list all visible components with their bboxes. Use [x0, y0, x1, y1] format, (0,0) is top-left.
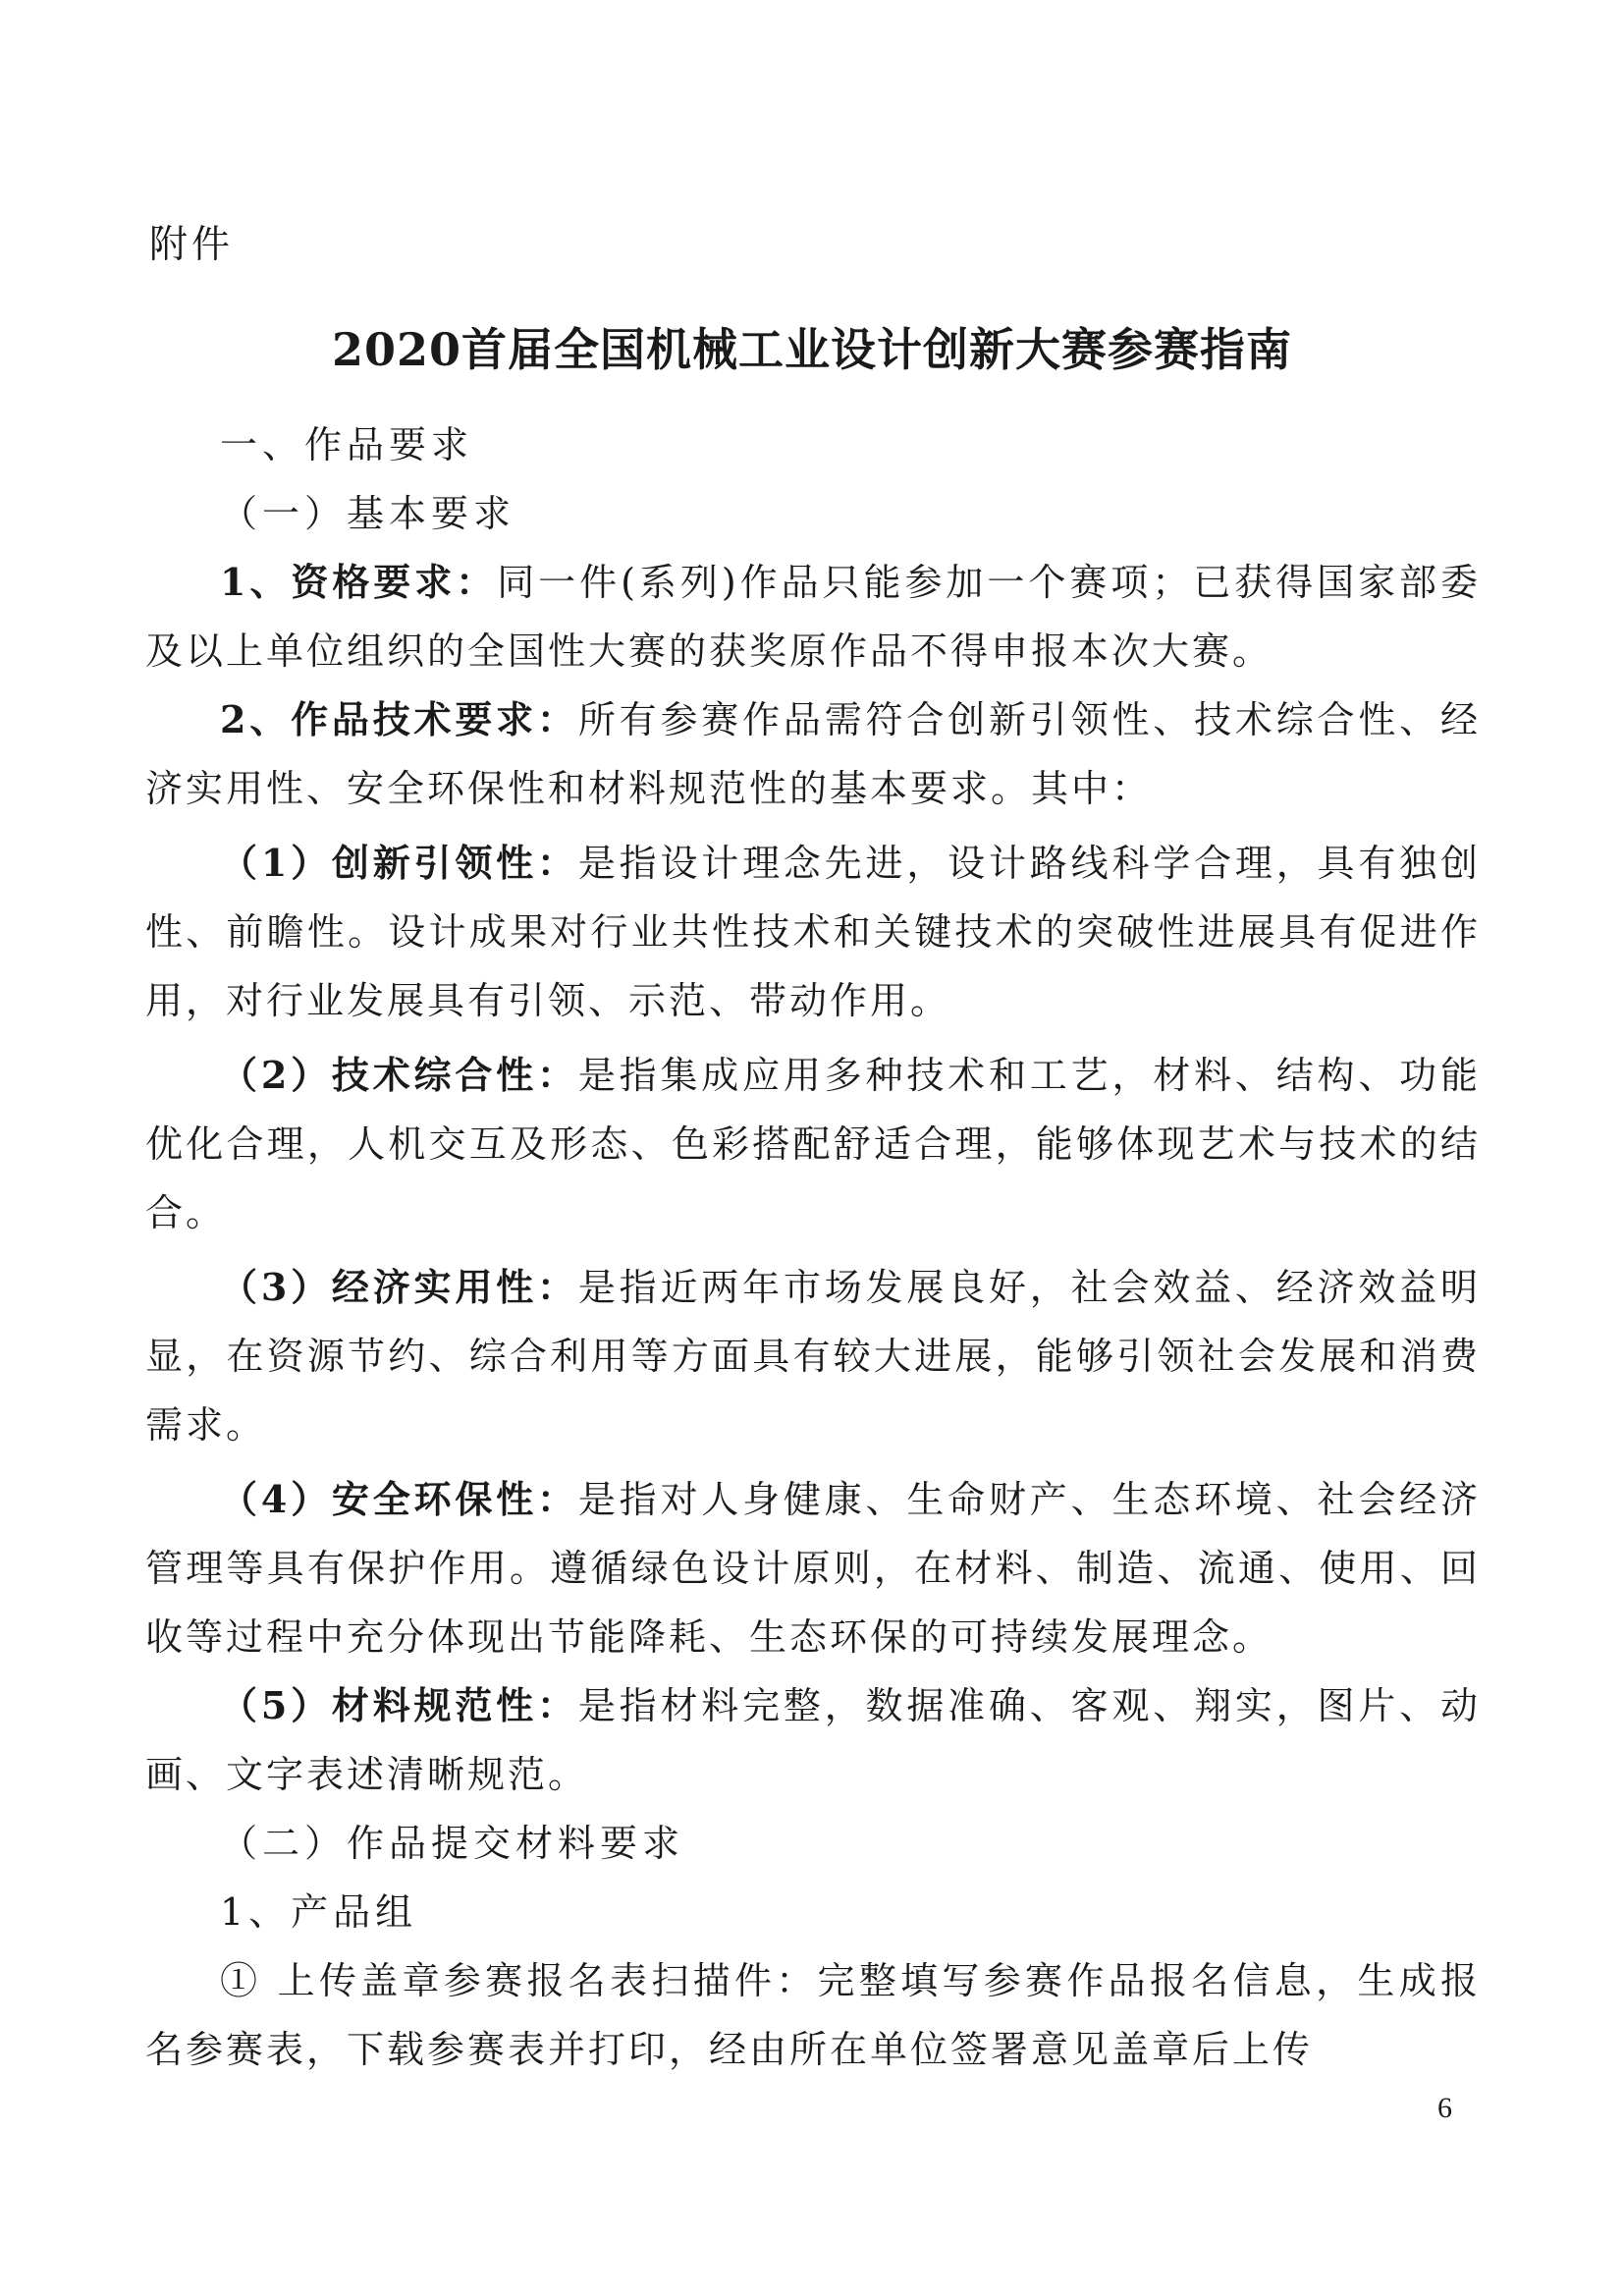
criterion-text: 是指对人身健康、生命财产、生态环境、社会经济管理等具有保护作用。遵循绿色设计原则，在材料、制造、流通、使用、回收等过程中充分体现出节能降耗、生态环保的可持续发展理念。 [145, 1478, 1481, 1659]
criterion-safety [145, 1465, 1481, 1671]
paragraph-label: 2、作品技术要求： [220, 697, 578, 741]
criterion-economic [145, 1253, 1481, 1459]
criterion-materials [145, 1671, 1481, 1809]
section-heading-requirements: 一、作品要求 [220, 423, 474, 466]
criterion-text: 是指材料完整，数据准确、客观、翔实，图片、动画、文字表述清晰规范。 [145, 1684, 1481, 1796]
criterion-integration [145, 1041, 1481, 1247]
paragraph-technical-requirements [145, 685, 1481, 823]
paragraph-label: 1、资格要求： [220, 560, 498, 604]
paragraph-qualification [145, 548, 1481, 685]
group-heading-product: 1、产品组 [220, 1890, 418, 1934]
criterion-label: （4）安全环保性： [220, 1477, 578, 1521]
attachment-label: 附件 [149, 223, 235, 267]
document-body [145, 410, 1481, 2084]
paragraph-text: 所有参赛作品需符合创新引领性、技术综合性、经济实用性、安全环保性和材料规范性的基本要求。其中： [145, 698, 1481, 810]
criterion-label: （2）技术综合性： [220, 1053, 578, 1097]
criterion-label: （3）经济实用性： [220, 1265, 578, 1309]
document-title: 2020首届全国机械工业设计创新大赛参赛指南 [331, 323, 1293, 376]
submission-item-1: ① 上传盖章参赛报名表扫描件：完整填写参赛作品报名信息，生成报名参赛表，下载参赛表并打印，经由所在单位签署意见盖章后上传 [145, 1959, 1481, 2071]
criterion-innovation [145, 829, 1481, 1035]
subsection-heading-basic: （一）基本要求 [220, 492, 516, 535]
criterion-label: （5）材料规范性： [220, 1683, 578, 1727]
subsection-heading-submission: （二）作品提交材料要求 [220, 1822, 685, 1865]
criterion-text: 是指近两年市场发展良好，社会效益、经济效益明显，在资源节约、综合利用等方面具有较大进展，能够引领社会发展和消费需求。 [145, 1266, 1481, 1447]
criterion-text: 是指集成应用多种技术和工艺，材料、结构、功能优化合理，人机交互及形态、色彩搭配舒适合理，能够体现艺术与技术的结合。 [145, 1054, 1481, 1234]
page-number: 6 [1437, 2092, 1452, 2124]
criterion-label: （1）创新引领性： [220, 841, 578, 885]
criterion-text: 是指设计理念先进，设计路线科学合理，具有独创性、前瞻性。设计成果对行业共性技术和关键技术的突破性进展具有促进作用，对行业发展具有引领、示范、带动作用。 [145, 842, 1481, 1022]
paragraph-text: 同一件(系列)作品只能参加一个赛项；已获得国家部委及以上单位组织的全国性大赛的获奖原作品不得申报本次大赛。 [145, 561, 1481, 673]
